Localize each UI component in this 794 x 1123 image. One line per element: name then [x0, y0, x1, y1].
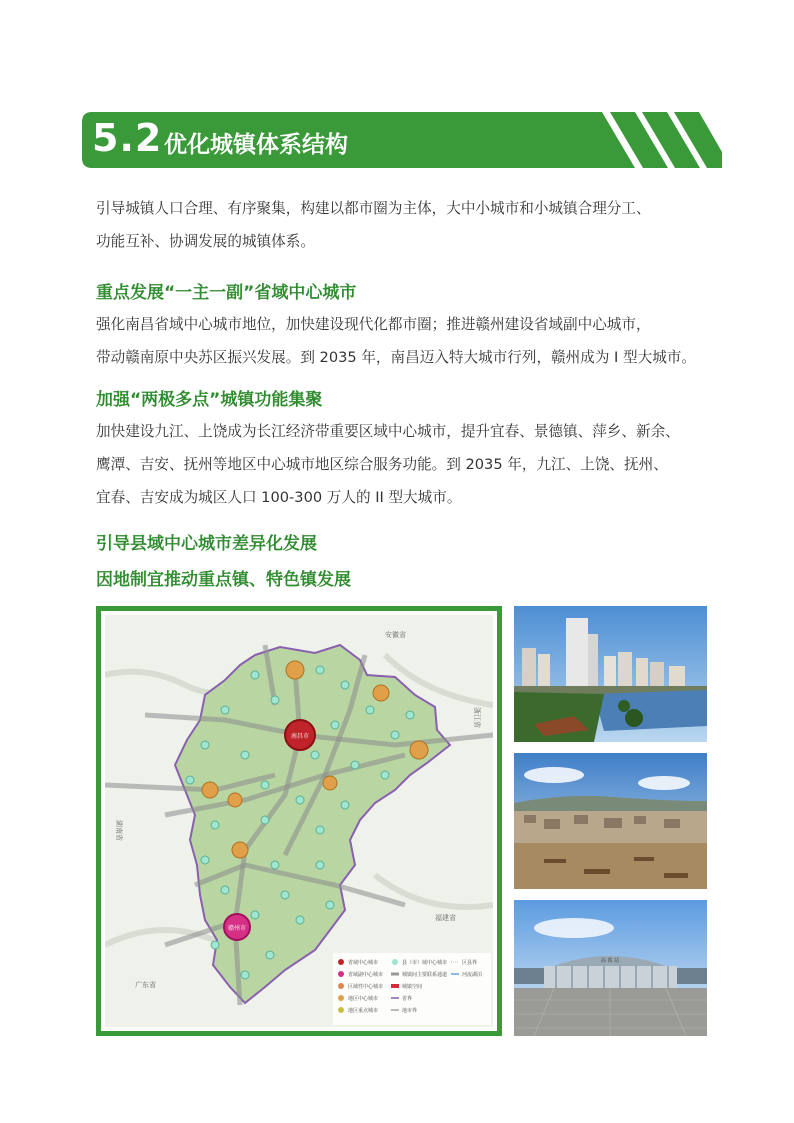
legend-river: 河流湖泊: [462, 972, 483, 978]
nanchang-marker: [285, 720, 315, 750]
photo-river-town: [514, 753, 707, 889]
block1-line-1: 强化南昌省域中心城市地位，加快建设现代化都市圈；推进赣州建设省域副中心城市，: [96, 316, 651, 333]
legend-sub-center: 省域副中心城市: [348, 972, 384, 978]
paragraph-two-poles: [96, 415, 716, 514]
intro-line-1: 引导城镇人口合理、有序聚集，构建以都市圈为主体，大中小城市和小城镇合理分工、: [96, 200, 651, 217]
ganzhou-label: 赣州市: [227, 925, 247, 932]
legend-city-border: 地市界: [402, 1008, 418, 1014]
legend-county-border: 区县界: [462, 960, 478, 966]
section-number: 5.2: [92, 116, 163, 160]
legend-provincial-center: 省域中心城市: [348, 960, 379, 966]
section-title: 优化城镇体系结构: [164, 132, 348, 158]
legend-urban-space: 城镇空间: [402, 984, 423, 990]
legend-area-center: 地区中心城市: [348, 996, 379, 1002]
heading-key-towns: 因地制宜推动重点镇、特色镇发展: [96, 570, 351, 590]
legend-county-center: 县（市）域中心城市: [402, 960, 448, 966]
nanchang-label: 南昌市: [290, 733, 310, 740]
legend-corridor: 城镇间主要联系通道: [402, 972, 448, 978]
intro-line-2: 功能互补、协调发展的城镇体系。: [96, 233, 315, 250]
legend-regional-center: 区域性中心城市: [348, 984, 384, 990]
paragraph-primary-centers: [96, 308, 716, 374]
province-map: [105, 615, 493, 1027]
intro-paragraph: [96, 192, 716, 258]
legend-area-key: 地区重点城市: [348, 1008, 379, 1014]
photo-railway-station: [514, 900, 707, 1036]
legend-province-border: 省界: [402, 996, 413, 1002]
block2-line-1: 加快建设九江、上饶成为长江经济带重要区域中心城市，提升宜春、景德镇、萍乡、新余、: [96, 423, 680, 440]
heading-county-centers: 引导县域中心城市差异化发展: [96, 534, 317, 554]
photo-city-riverside: [514, 606, 707, 742]
heading-two-poles: 加强“两极多点”城镇功能集聚: [96, 390, 323, 410]
station-sign: 高 铁 站: [600, 958, 620, 964]
block2-line-2: 鹰潭、吉安、抚州等地区中心城市地区综合服务功能。到 2035 年，九江、上饶、抚州、: [96, 456, 668, 473]
block2-line-3: 宜春、吉安成为城区人口 100-300 万人的 II 型大城市。: [96, 489, 462, 506]
map-inner: [101, 611, 497, 1031]
map-frame: [96, 606, 502, 1036]
map-legend: [333, 953, 491, 1025]
block1-line-2: 带动赣南原中央苏区振兴发展。到 2035 年，南昌迈入特大城市行列，赣州成为 I 型大城市。: [96, 349, 696, 366]
label-fujian: 福建省: [435, 914, 456, 922]
label-hunan: 湖南省: [115, 820, 123, 841]
ganzhou-marker: [224, 914, 250, 940]
heading-primary-centers: 重点发展“一主一副”省域中心城市: [96, 283, 357, 303]
label-zhejiang: 浙江省: [473, 707, 481, 728]
label-anhui: 安徽省: [385, 631, 406, 639]
label-guangdong: 广东省: [135, 981, 156, 989]
section-banner: [82, 112, 722, 168]
